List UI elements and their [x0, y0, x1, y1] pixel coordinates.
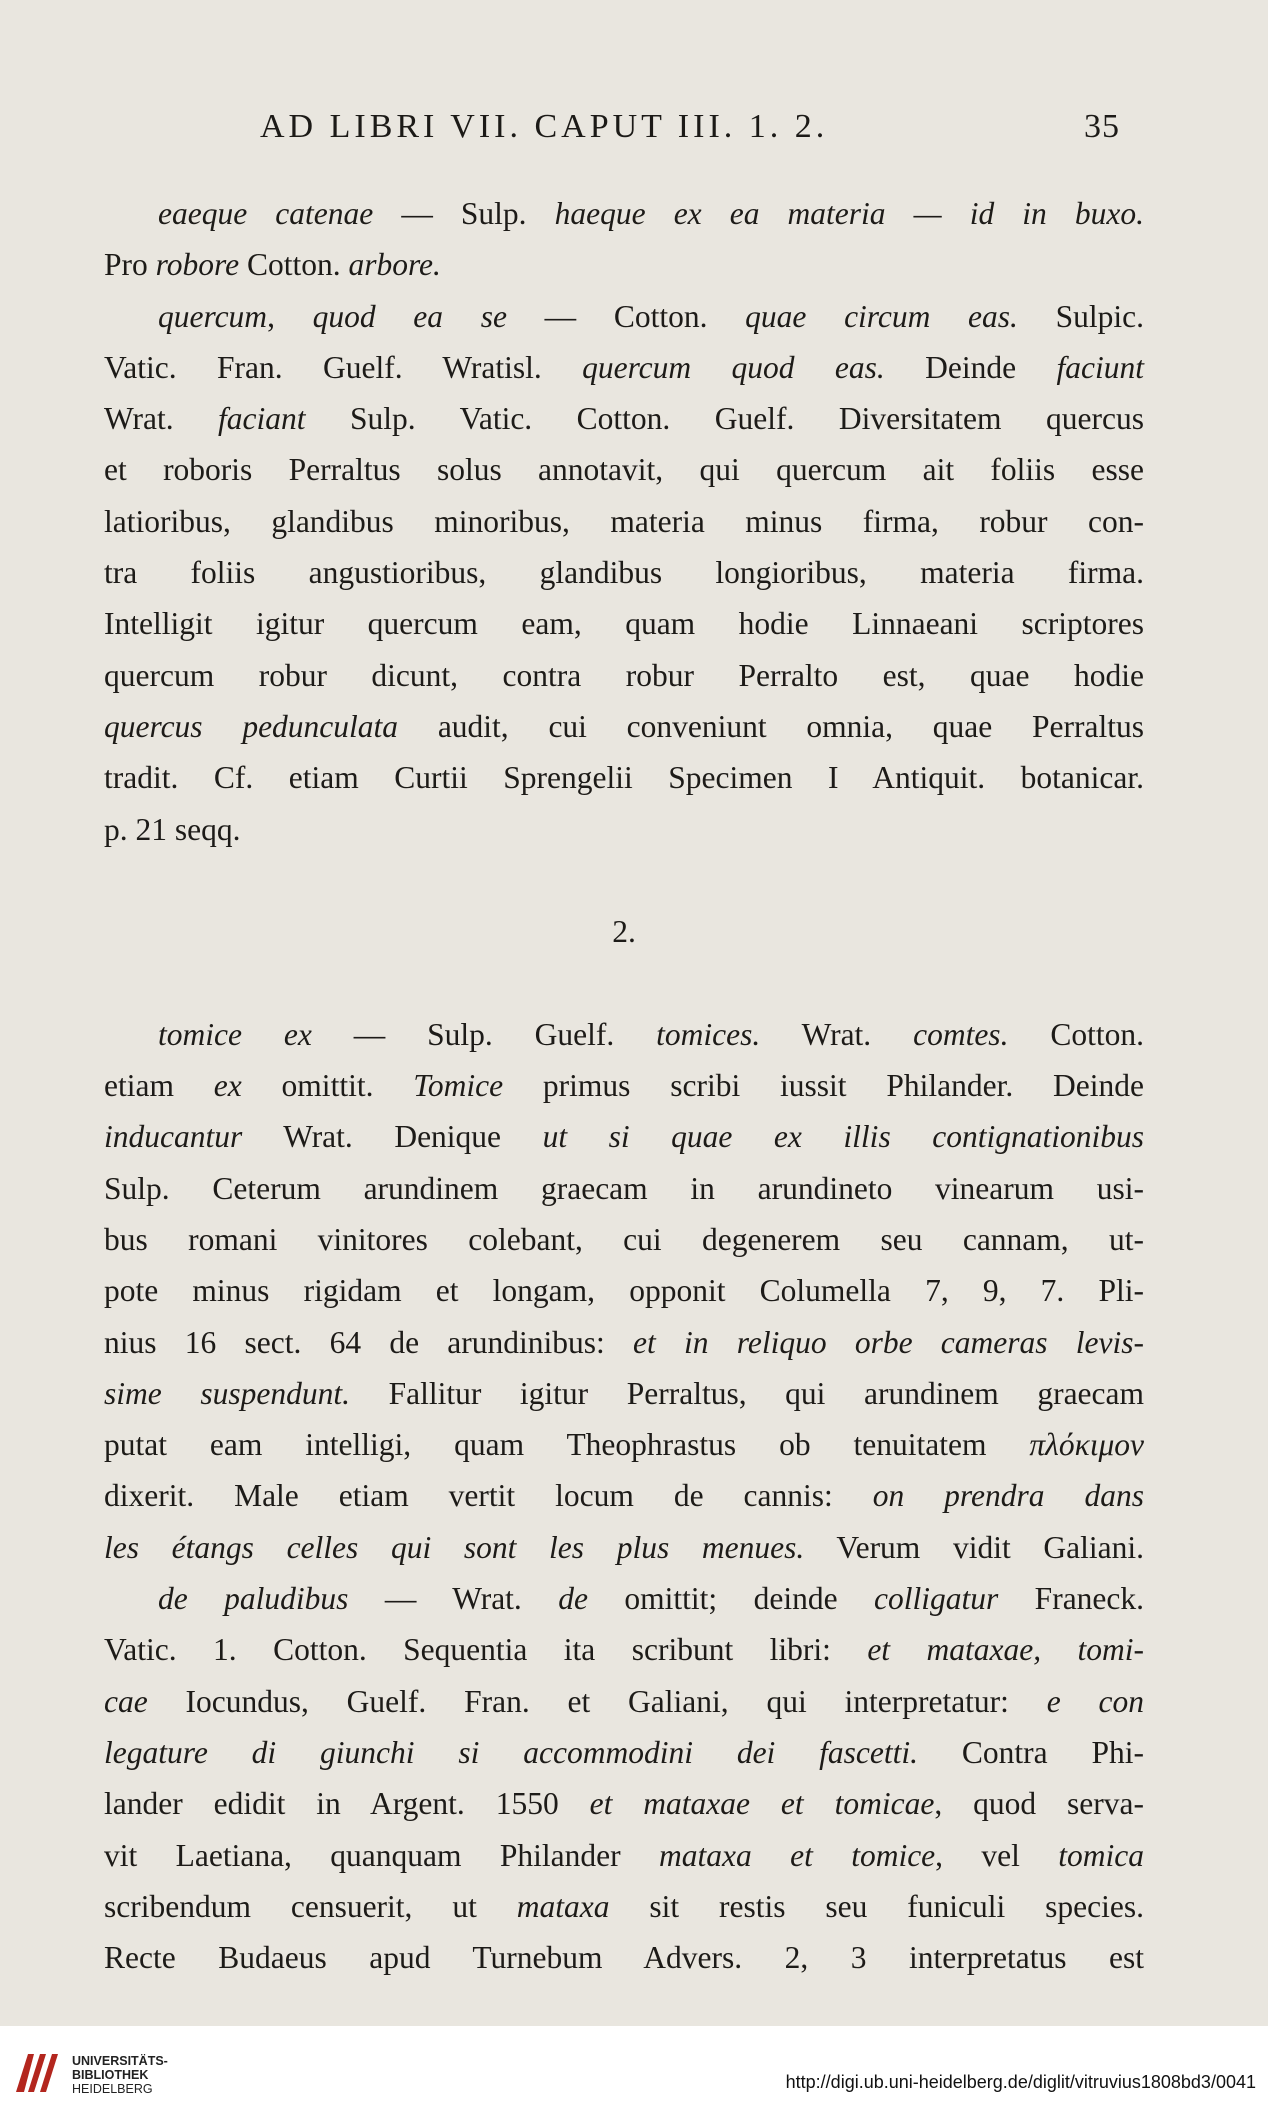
- page-number: 35: [1084, 108, 1120, 145]
- text-line: scribendum censuerit, ut mataxa sit restis seu funiculi species.: [104, 1888, 1144, 1924]
- spacer: [104, 855, 1144, 906]
- text-line: Wrat. faciant Sulp. Vatic. Cotton. Guelf. Diversitatem quercus: [104, 401, 1144, 437]
- text-line: latioribus, glandibus minoribus, materia minus firma, robur con-: [104, 503, 1144, 539]
- text-line: tra foliis angustioribus, glandibus longioribus, materia firma.: [104, 555, 1144, 591]
- text-line: pote minus rigidam et longam, opponit Columella 7, 9, 7. Pli-: [104, 1273, 1144, 1309]
- text-line: Pro robore Cotton. arbore.: [104, 247, 441, 283]
- text-line: sime suspendunt. Fallitur igitur Perraltus, qui arundinem graecam: [104, 1375, 1144, 1411]
- header-title: AD LIBRI VII. CAPUT III. 1. 2.: [260, 108, 829, 145]
- text-line: les étangs celles qui sont les plus menues. Verum vidit Galiani.: [104, 1529, 1144, 1565]
- section-number: 2.: [612, 914, 636, 950]
- text-line: de paludibus — Wrat. de omittit; deinde colligatur Franeck.: [158, 1581, 1145, 1617]
- text-line: quercus pedunculata audit, cui conveniunt omnia, quae Perraltus: [104, 708, 1144, 744]
- university-library-logo-icon: [12, 2048, 60, 2096]
- text-line: inducantur Wrat. Denique ut si quae ex illis contignationibus: [104, 1119, 1144, 1155]
- text-line: Vatic. 1. Cotton. Sequentia ita scribunt libri: et mataxae, tomi-: [104, 1632, 1145, 1668]
- text-line: tradit. Cf. etiam Curtii Sprengelii Specimen I Antiquit. botanicar.: [104, 760, 1144, 796]
- text-line: bus romani vinitores colebant, cui degenerem seu cannam, ut-: [104, 1221, 1144, 1257]
- text-line: lander edidit in Argent. 1550 et mataxae et tomicae, quod serva-: [104, 1786, 1144, 1822]
- text-line: Vatic. Fran. Guelf. Wratisl. quercum quod eas. Deinde faciunt: [104, 349, 1145, 385]
- text-line: Recte Budaeus apud Turnebum Advers. 2, 3 interpretatus est: [104, 1940, 1144, 1976]
- text-line: tomice ex — Sulp. Guelf. tomices. Wrat. comtes. Cotton.: [158, 1016, 1144, 1052]
- text-line: Intelligit igitur quercum eam, quam hodie Linnaeani scriptores: [104, 606, 1144, 642]
- text-line: cae Iocundus, Guelf. Fran. et Galiani, qui interpretatur: e con: [104, 1683, 1145, 1719]
- body-text: [104, 188, 1144, 1983]
- text-line: vit Laetiana, quanquam Philander mataxa et tomice, vel tomica: [104, 1837, 1144, 1873]
- text-line: etiam ex omittit. Tomice primus scribi iussit Philander. Deinde: [104, 1068, 1144, 1104]
- text-line: eaeque catenae — Sulp. haeque ex ea materia — id in buxo.: [158, 196, 1145, 231]
- footer-bar: [0, 2026, 1268, 2118]
- library-name-line: UNIVERSITÄTS-: [72, 2054, 168, 2068]
- spacer: [104, 957, 1144, 1008]
- text-line: nius 16 sect. 64 de arundinibus: et in reliquo orbe cameras levis-: [104, 1324, 1144, 1360]
- text-line: quercum, quod ea se — Cotton. quae circum eas. Sulpic.: [158, 298, 1144, 334]
- permalink-url[interactable]: http://digi.ub.uni-heidelberg.de/diglit/vitruvius1808bd3/0041: [785, 2072, 1256, 2092]
- library-name-line: HEIDELBERG: [72, 2082, 153, 2096]
- text-line: et roboris Perraltus solus annotavit, qui quercum ait foliis esse: [104, 452, 1144, 488]
- running-header: [120, 108, 1120, 158]
- library-name: [72, 2054, 168, 2096]
- text-line: quercum robur dicunt, contra robur Perralto est, quae hodie: [104, 657, 1144, 693]
- library-name-line: BIBLIOTHEK: [72, 2068, 149, 2082]
- text-line: legature di giunchi si accommodini dei fascetti. Contra Phi-: [104, 1734, 1144, 1770]
- text-line: dixerit. Male etiam vertit locum de cannis: on prendra dans: [104, 1478, 1144, 1514]
- text-line: putat eam intelligi, quam Theophrastus ob tenuitatem πλόκιμον: [104, 1427, 1144, 1463]
- text-line: Sulp. Ceterum arundinem graecam in arundineto vinearum usi-: [104, 1170, 1144, 1206]
- text-line: p. 21 seqq.: [104, 811, 241, 847]
